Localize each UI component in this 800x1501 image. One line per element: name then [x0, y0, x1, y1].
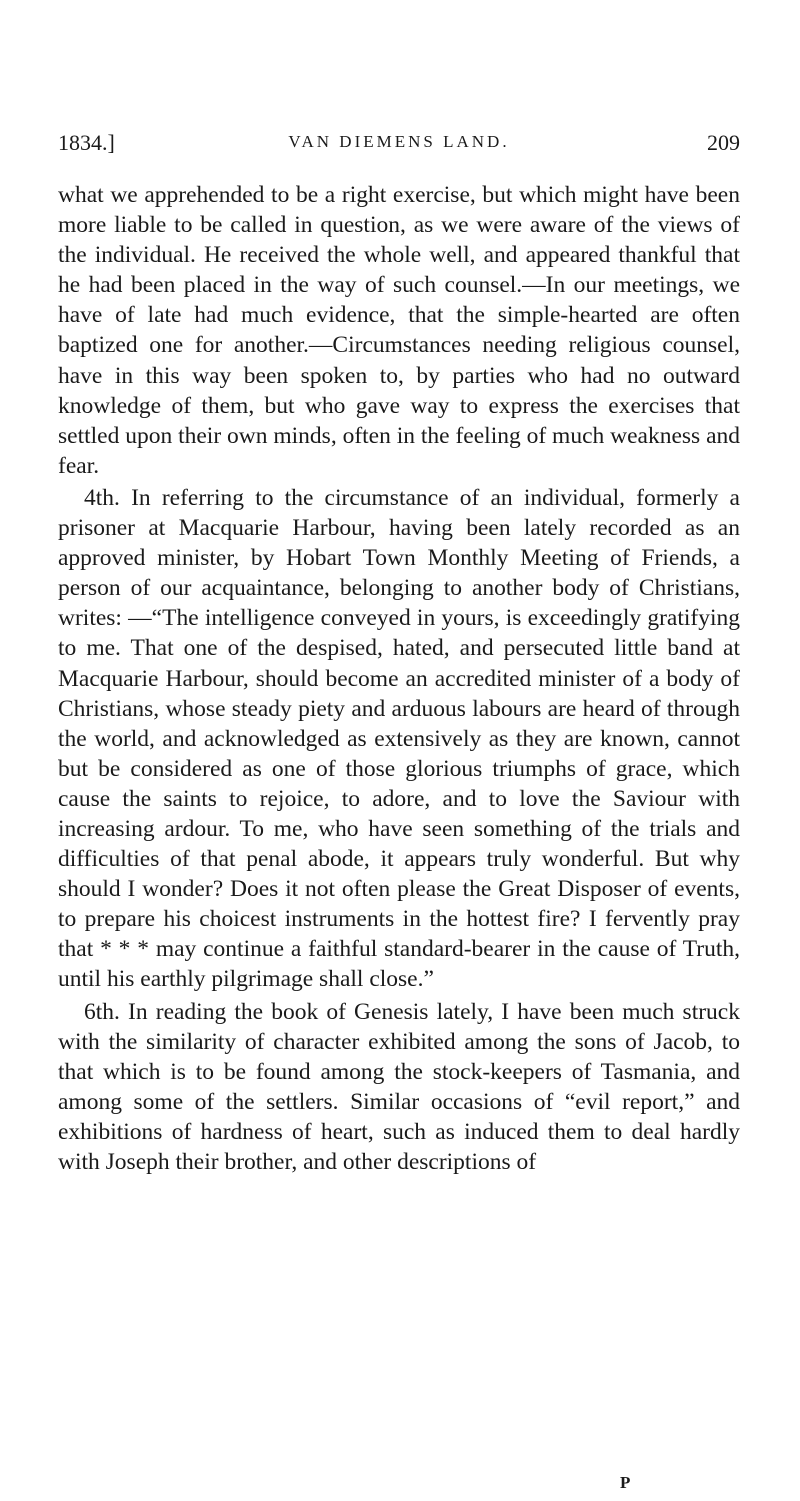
paragraph-6th: 6th. In reading the book of Genesis lately, I have been much struck with the similarity of character exhibited among the sons of Jacob, to that which is to be found among the stock-keepers of Tasmania, and among some of the settlers. Similar occasions of “evil report,” and exhibitions of hardness of heart, such as induced them to deal hardly with Joseph their brother, and other descriptions of [58, 998, 740, 1175]
paragraph-4th: 4th. In referring to the circumstance of an individual, formerly a prisoner at Macquarie Harbour, having been lately recorded as an approved minister, by Hobart Town Monthly Meeting of Friends, a person of our acquaintance, belonging to another body of Christians, writes: —“The intelligence conveyed in yours, is exceedingly gratifying to me. That one of the despised, hated, and persecuted little band at Macquarie Harbour, should become an accredited minister of a body of Christians, whose steady piety and arduous labours are heard of through the world, and acknowledged as extensively as they are known, cannot but be considered as one of those glorious triumphs of grace, which cause the saints to rejoice, to adore, and to love the Saviour with increasing ardour. To me, who have seen something of the trials and difficulties of that penal abode, it appears truly wonderful. But why should I wonder? Does it not often please the Great Disposer of events, to prepare his choicest instruments in the hottest fire? I fervently pray that * * * may continue a faithful standard-bearer in the cause of Truth, until his earthly pilgrimage shall close.” [58, 484, 740, 993]
running-head-year: 1834.] [58, 130, 115, 155]
running-head-title: VAN DIEMENS LAND. [288, 132, 510, 151]
paragraph-continuation: what we apprehended to be a right exercise, but which might have been more liable to be called in question, as we were aware of the views of the individual. He received the whole well, and appeared thankful that he had been placed in the way of such counsel.—In our meetings, we have of late had much evidence, that the simple-hearted are often baptized one for another.—Circumstances needing religious counsel, have in this way been spoken to, by parties who had no outward knowledge of them, but who gave way to express the exercises that settled upon their own minds, often in the feeling of much weakness and fear. [58, 182, 740, 479]
page-number: 209 [707, 130, 740, 155]
signature-mark: P [620, 1473, 631, 1492]
running-head [58, 130, 740, 164]
body-text [58, 180, 740, 1177]
book-page [58, 130, 740, 1179]
